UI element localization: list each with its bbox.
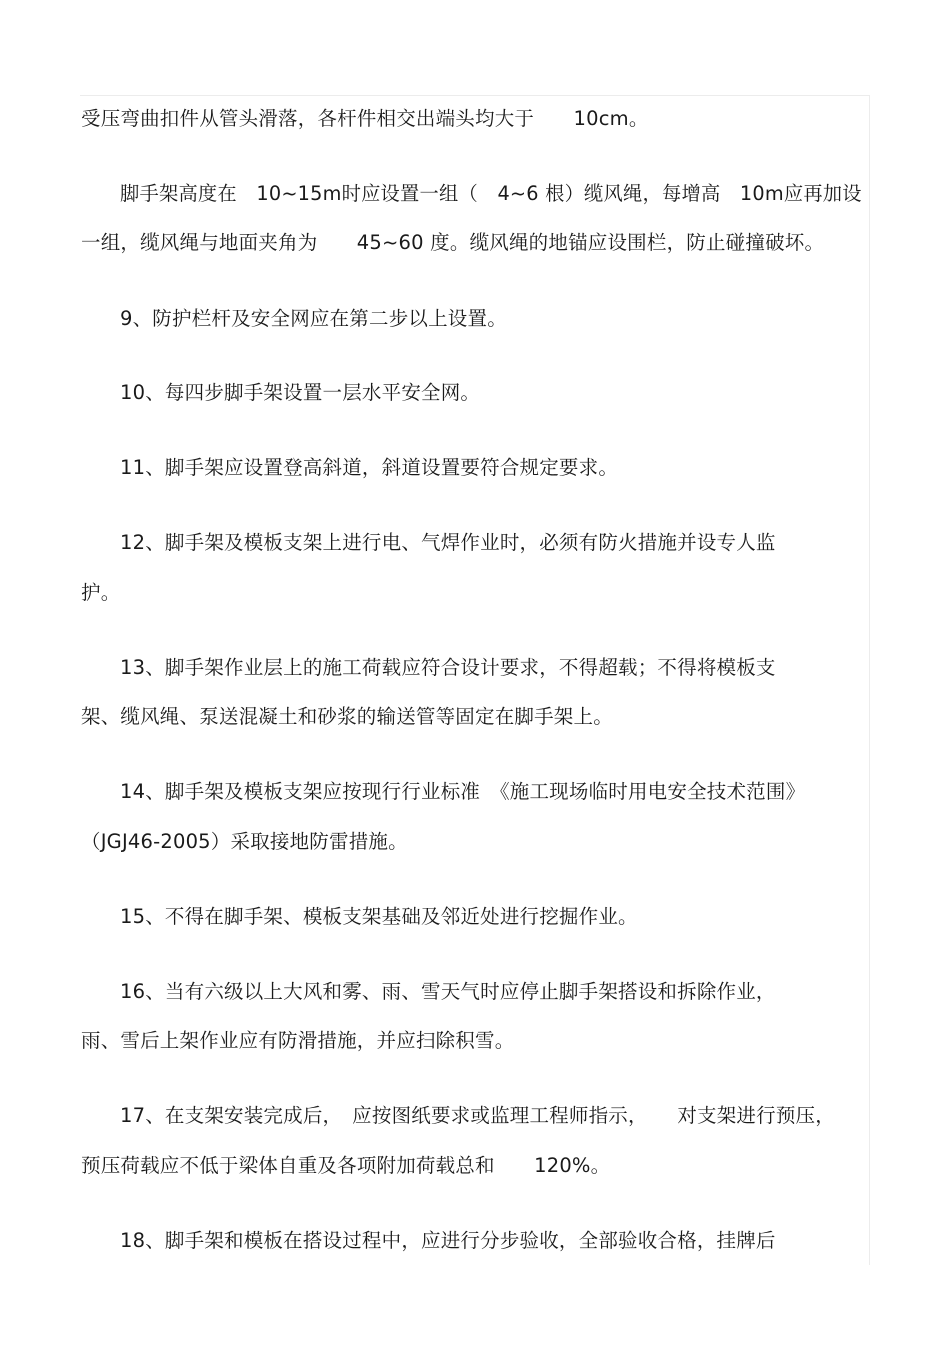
- text-line-8: 护。: [81, 581, 121, 604]
- text-line-16: 17、在支架安装完成后， 应按图纸要求或监理工程师指示， 对支架进行预压，: [120, 1104, 835, 1127]
- page-top-border: [80, 95, 870, 96]
- text-line-10: 架、缆风绳、泵送混凝土和砂浆的输送管等固定在脚手架上。: [81, 705, 613, 728]
- text-line-9: 13、脚手架作业层上的施工荷载应符合设计要求，不得超载；不得将模板支: [120, 656, 776, 679]
- text-line-7: 12、脚手架及模板支架上进行电、气焊作业时，必须有防火措施并设专人监: [120, 531, 776, 554]
- text-line-15: 雨、雪后上架作业应有防滑措施，并应扫除积雪。: [81, 1029, 515, 1052]
- text-line-17: 预压荷载应不低于梁体自重及各项附加荷载总和 120%。: [81, 1154, 611, 1177]
- text-line-3: 一组，缆风绳与地面夹角为 45~60 度。缆风绳的地锚应设围栏，防止碰撞破坏。: [81, 231, 825, 254]
- text-line-2: 脚手架高度在 10~15m时应设置一组（ 4~6 根）缆风绳，每增高 10m应再加设: [120, 182, 862, 205]
- text-line-6: 11、脚手架应设置登高斜道，斜道设置要符合规定要求。: [120, 456, 619, 479]
- text-line-12: （JGJ46-2005）采取接地防雷措施。: [81, 830, 408, 853]
- text-line-14: 16、当有六级以上大风和雾、雨、雪天气时应停止脚手架搭设和拆除作业，: [120, 980, 776, 1003]
- text-line-5: 10、每四步脚手架设置一层水平安全网。: [120, 381, 481, 404]
- text-line-1: 受压弯曲扣件从管头滑落，各杆件相交出端头均大于 10cm。: [81, 107, 649, 130]
- text-line-13: 15、不得在脚手架、模板支架基础及邻近处进行挖掘作业。: [120, 905, 638, 928]
- page-right-border: [869, 95, 870, 1265]
- text-line-4: 9、防护栏杆及安全网应在第二步以上设置。: [120, 307, 507, 330]
- text-line-11: 14、脚手架及模板支架应按现行行业标准 《施工现场临时用电安全技术范围》: [120, 780, 806, 803]
- text-line-18: 18、脚手架和模板在搭设过程中，应进行分步验收，全部验收合格，挂牌后: [120, 1229, 776, 1252]
